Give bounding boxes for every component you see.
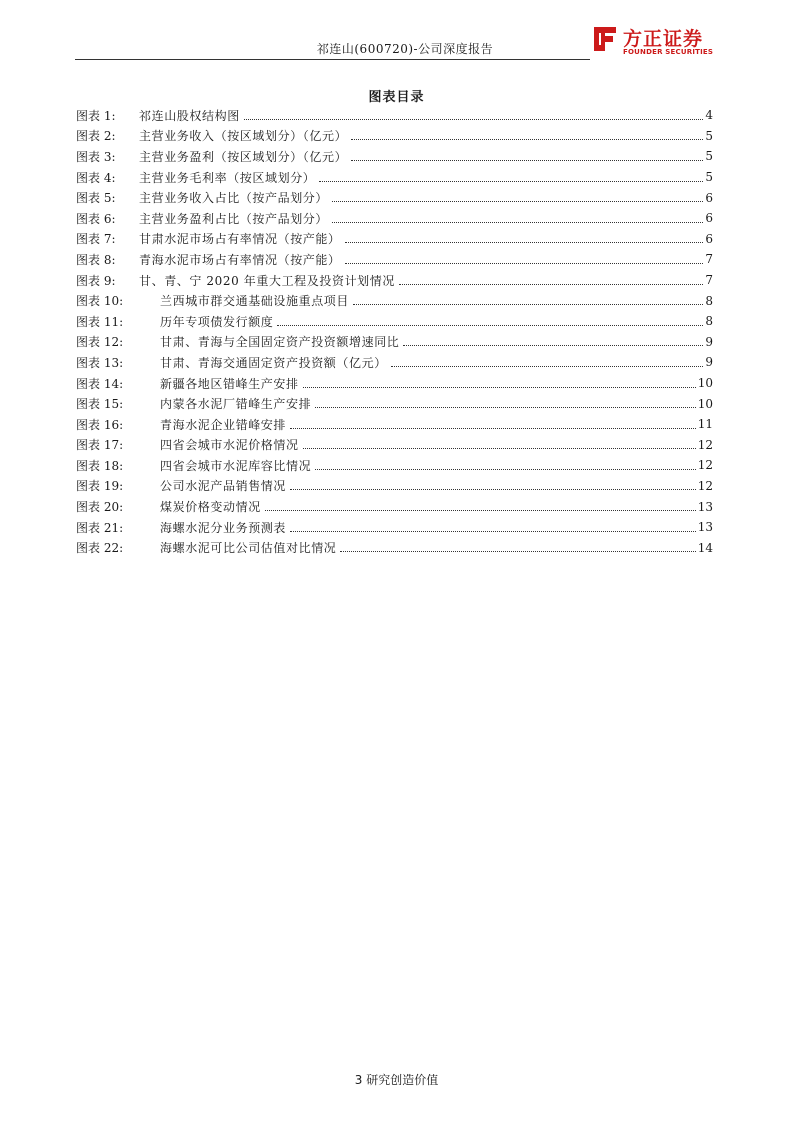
toc-item-text: 主营业务毛利率（按区域划分） <box>139 170 316 185</box>
toc-leader-dots <box>303 448 696 449</box>
toc-item-label: 图表 11: <box>76 314 124 329</box>
toc-item-label: 图表 12: <box>76 335 124 350</box>
toc-leader-dots <box>319 181 703 182</box>
toc-leader-dots <box>315 407 696 408</box>
toc-item-page: 10 <box>697 396 713 411</box>
toc-item-page: 8 <box>705 293 713 308</box>
toc-item-page: 5 <box>705 149 713 164</box>
toc-item-text: 四省会城市水泥价格情况 <box>160 438 299 453</box>
toc-item-text: 主营业务盈利占比（按产品划分） <box>139 211 329 226</box>
toc-item-page: 7 <box>705 273 713 288</box>
toc-item-page: 8 <box>705 314 713 329</box>
toc-item-text: 祁连山股权结构图 <box>139 108 240 123</box>
toc-item-label: 图表 7: <box>76 232 116 247</box>
toc-leader-dots <box>290 428 696 429</box>
toc-item-text: 甘肃、青海交通固定资产投资额（亿元） <box>160 355 387 370</box>
toc-item-label: 图表 8: <box>76 252 116 267</box>
toc-item-label: 图表 17: <box>76 438 124 453</box>
toc-item-text: 青海水泥企业错峰安排 <box>160 417 287 432</box>
toc-item-text: 公司水泥产品销售情况 <box>160 479 287 494</box>
toc-item-label: 图表 16: <box>76 417 124 432</box>
toc-item[interactable] <box>76 332 713 353</box>
toc-leader-dots <box>265 510 696 511</box>
toc-item-page: 10 <box>697 376 713 391</box>
header-title: 祁连山(600720)-公司深度报告 <box>316 42 494 56</box>
logo-chinese-text: 方正证券 <box>623 28 704 50</box>
toc-item-text: 历年专项债发行额度 <box>160 314 274 329</box>
toc-item-text: 内蒙各水泥厂错峰生产安排 <box>160 397 312 412</box>
toc-item-text: 四省会城市水泥库容比情况 <box>160 458 312 473</box>
toc-item-text: 主营业务收入（按区域划分）（亿元） <box>139 129 348 144</box>
toc-item-text: 甘肃、青海与全国固定资产投资额增速同比 <box>160 335 400 350</box>
toc-item[interactable] <box>76 270 713 291</box>
toc-item-label: 图表 5: <box>76 191 116 206</box>
toc-item-label: 图表 4: <box>76 170 116 185</box>
toc-item[interactable] <box>76 105 713 126</box>
toc-item-label: 图表 21: <box>76 520 124 535</box>
toc-item-label: 图表 10: <box>76 294 124 309</box>
toc-item-page: 5 <box>705 128 713 143</box>
toc-item-text: 新疆各地区错峰生产安排 <box>160 376 299 391</box>
toc-item[interactable] <box>76 290 713 311</box>
toc-item[interactable] <box>76 146 713 167</box>
toc-title: 图表目录 <box>368 90 425 105</box>
toc-item-page: 12 <box>697 458 713 473</box>
toc-item-page: 9 <box>705 334 713 349</box>
toc-leader-dots <box>244 119 704 120</box>
toc-item[interactable] <box>76 476 713 497</box>
toc-item-text: 甘、青、宁 2020 年重大工程及投资计划情况 <box>139 273 395 288</box>
toc-item-text: 海螺水泥分业务预测表 <box>160 520 287 535</box>
toc-item-page: 14 <box>697 540 713 555</box>
toc-item-label: 图表 6: <box>76 211 116 226</box>
toc-leader-dots <box>332 201 703 202</box>
toc-item[interactable] <box>76 435 713 456</box>
toc-item-label: 图表 14: <box>76 376 124 391</box>
toc-item-text: 煤炭价格变动情况 <box>160 500 261 515</box>
toc-leader-dots <box>345 263 704 264</box>
toc-item-text: 海螺水泥可比公司估值对比情况 <box>160 541 337 556</box>
toc-item[interactable] <box>76 414 713 435</box>
toc-item[interactable] <box>76 249 713 270</box>
toc-leader-dots <box>391 366 704 367</box>
toc-item[interactable] <box>76 537 713 558</box>
page-footer: 3 研究创造价值 <box>354 1073 439 1087</box>
toc-leader-dots <box>351 160 703 161</box>
toc-item-label: 图表 15: <box>76 397 124 412</box>
toc-item-label: 图表 18: <box>76 458 124 473</box>
toc-item-label: 图表 19: <box>76 479 124 494</box>
toc-list <box>76 105 713 558</box>
toc-item[interactable] <box>76 455 713 476</box>
toc-item-label: 图表 22: <box>76 541 124 556</box>
toc-item[interactable] <box>76 126 713 147</box>
toc-item-page: 6 <box>705 211 713 226</box>
toc-leader-dots <box>332 222 703 223</box>
toc-item-label: 图表 3: <box>76 149 116 164</box>
toc-leader-dots <box>340 551 695 552</box>
toc-item[interactable] <box>76 496 713 517</box>
toc-leader-dots <box>345 242 704 243</box>
toc-leader-dots <box>303 387 696 388</box>
header-rule <box>75 59 590 60</box>
toc-item-page: 6 <box>705 190 713 205</box>
toc-item[interactable] <box>76 393 713 414</box>
founder-logo-icon <box>591 24 619 54</box>
toc-item-page: 9 <box>705 355 713 370</box>
toc-item-text: 兰西城市群交通基础设施重点项目 <box>160 294 350 309</box>
toc-leader-dots <box>353 304 703 305</box>
toc-item[interactable] <box>76 373 713 394</box>
toc-leader-dots <box>399 284 703 285</box>
toc-leader-dots <box>315 469 696 470</box>
toc-leader-dots <box>290 531 696 532</box>
toc-item-label: 图表 20: <box>76 500 124 515</box>
toc-item[interactable] <box>76 311 713 332</box>
toc-item-page: 11 <box>697 417 713 432</box>
toc-item-text: 甘肃水泥市场占有率情况（按产能） <box>139 232 341 247</box>
toc-item[interactable] <box>76 187 713 208</box>
toc-leader-dots <box>277 325 703 326</box>
toc-item-page: 13 <box>697 499 713 514</box>
toc-item[interactable] <box>76 229 713 250</box>
toc-leader-dots <box>403 345 703 346</box>
toc-leader-dots <box>290 489 696 490</box>
brand-logo <box>591 24 716 60</box>
toc-item-page: 4 <box>705 108 713 123</box>
toc-item-page: 12 <box>697 478 713 493</box>
toc-item-text: 主营业务盈利（按区域划分）（亿元） <box>139 149 348 164</box>
logo-english-text: FOUNDER SECURITIES <box>623 48 714 56</box>
toc-item-label: 图表 2: <box>76 129 116 144</box>
toc-item[interactable] <box>76 517 713 538</box>
toc-item[interactable] <box>76 167 713 188</box>
toc-item-label: 图表 13: <box>76 355 124 370</box>
toc-item-page: 13 <box>697 520 713 535</box>
toc-item[interactable] <box>76 208 713 229</box>
toc-item-text: 青海水泥市场占有率情况（按产能） <box>139 252 341 267</box>
toc-item-page: 12 <box>697 437 713 452</box>
toc-item-label: 图表 9: <box>76 273 116 288</box>
toc-item-page: 6 <box>705 231 713 246</box>
toc-item-page: 5 <box>705 170 713 185</box>
toc-item-text: 主营业务收入占比（按产品划分） <box>139 191 329 206</box>
toc-item[interactable] <box>76 352 713 373</box>
toc-leader-dots <box>351 139 703 140</box>
toc-item-page: 7 <box>705 252 713 267</box>
toc-item-label: 图表 1: <box>76 108 116 123</box>
